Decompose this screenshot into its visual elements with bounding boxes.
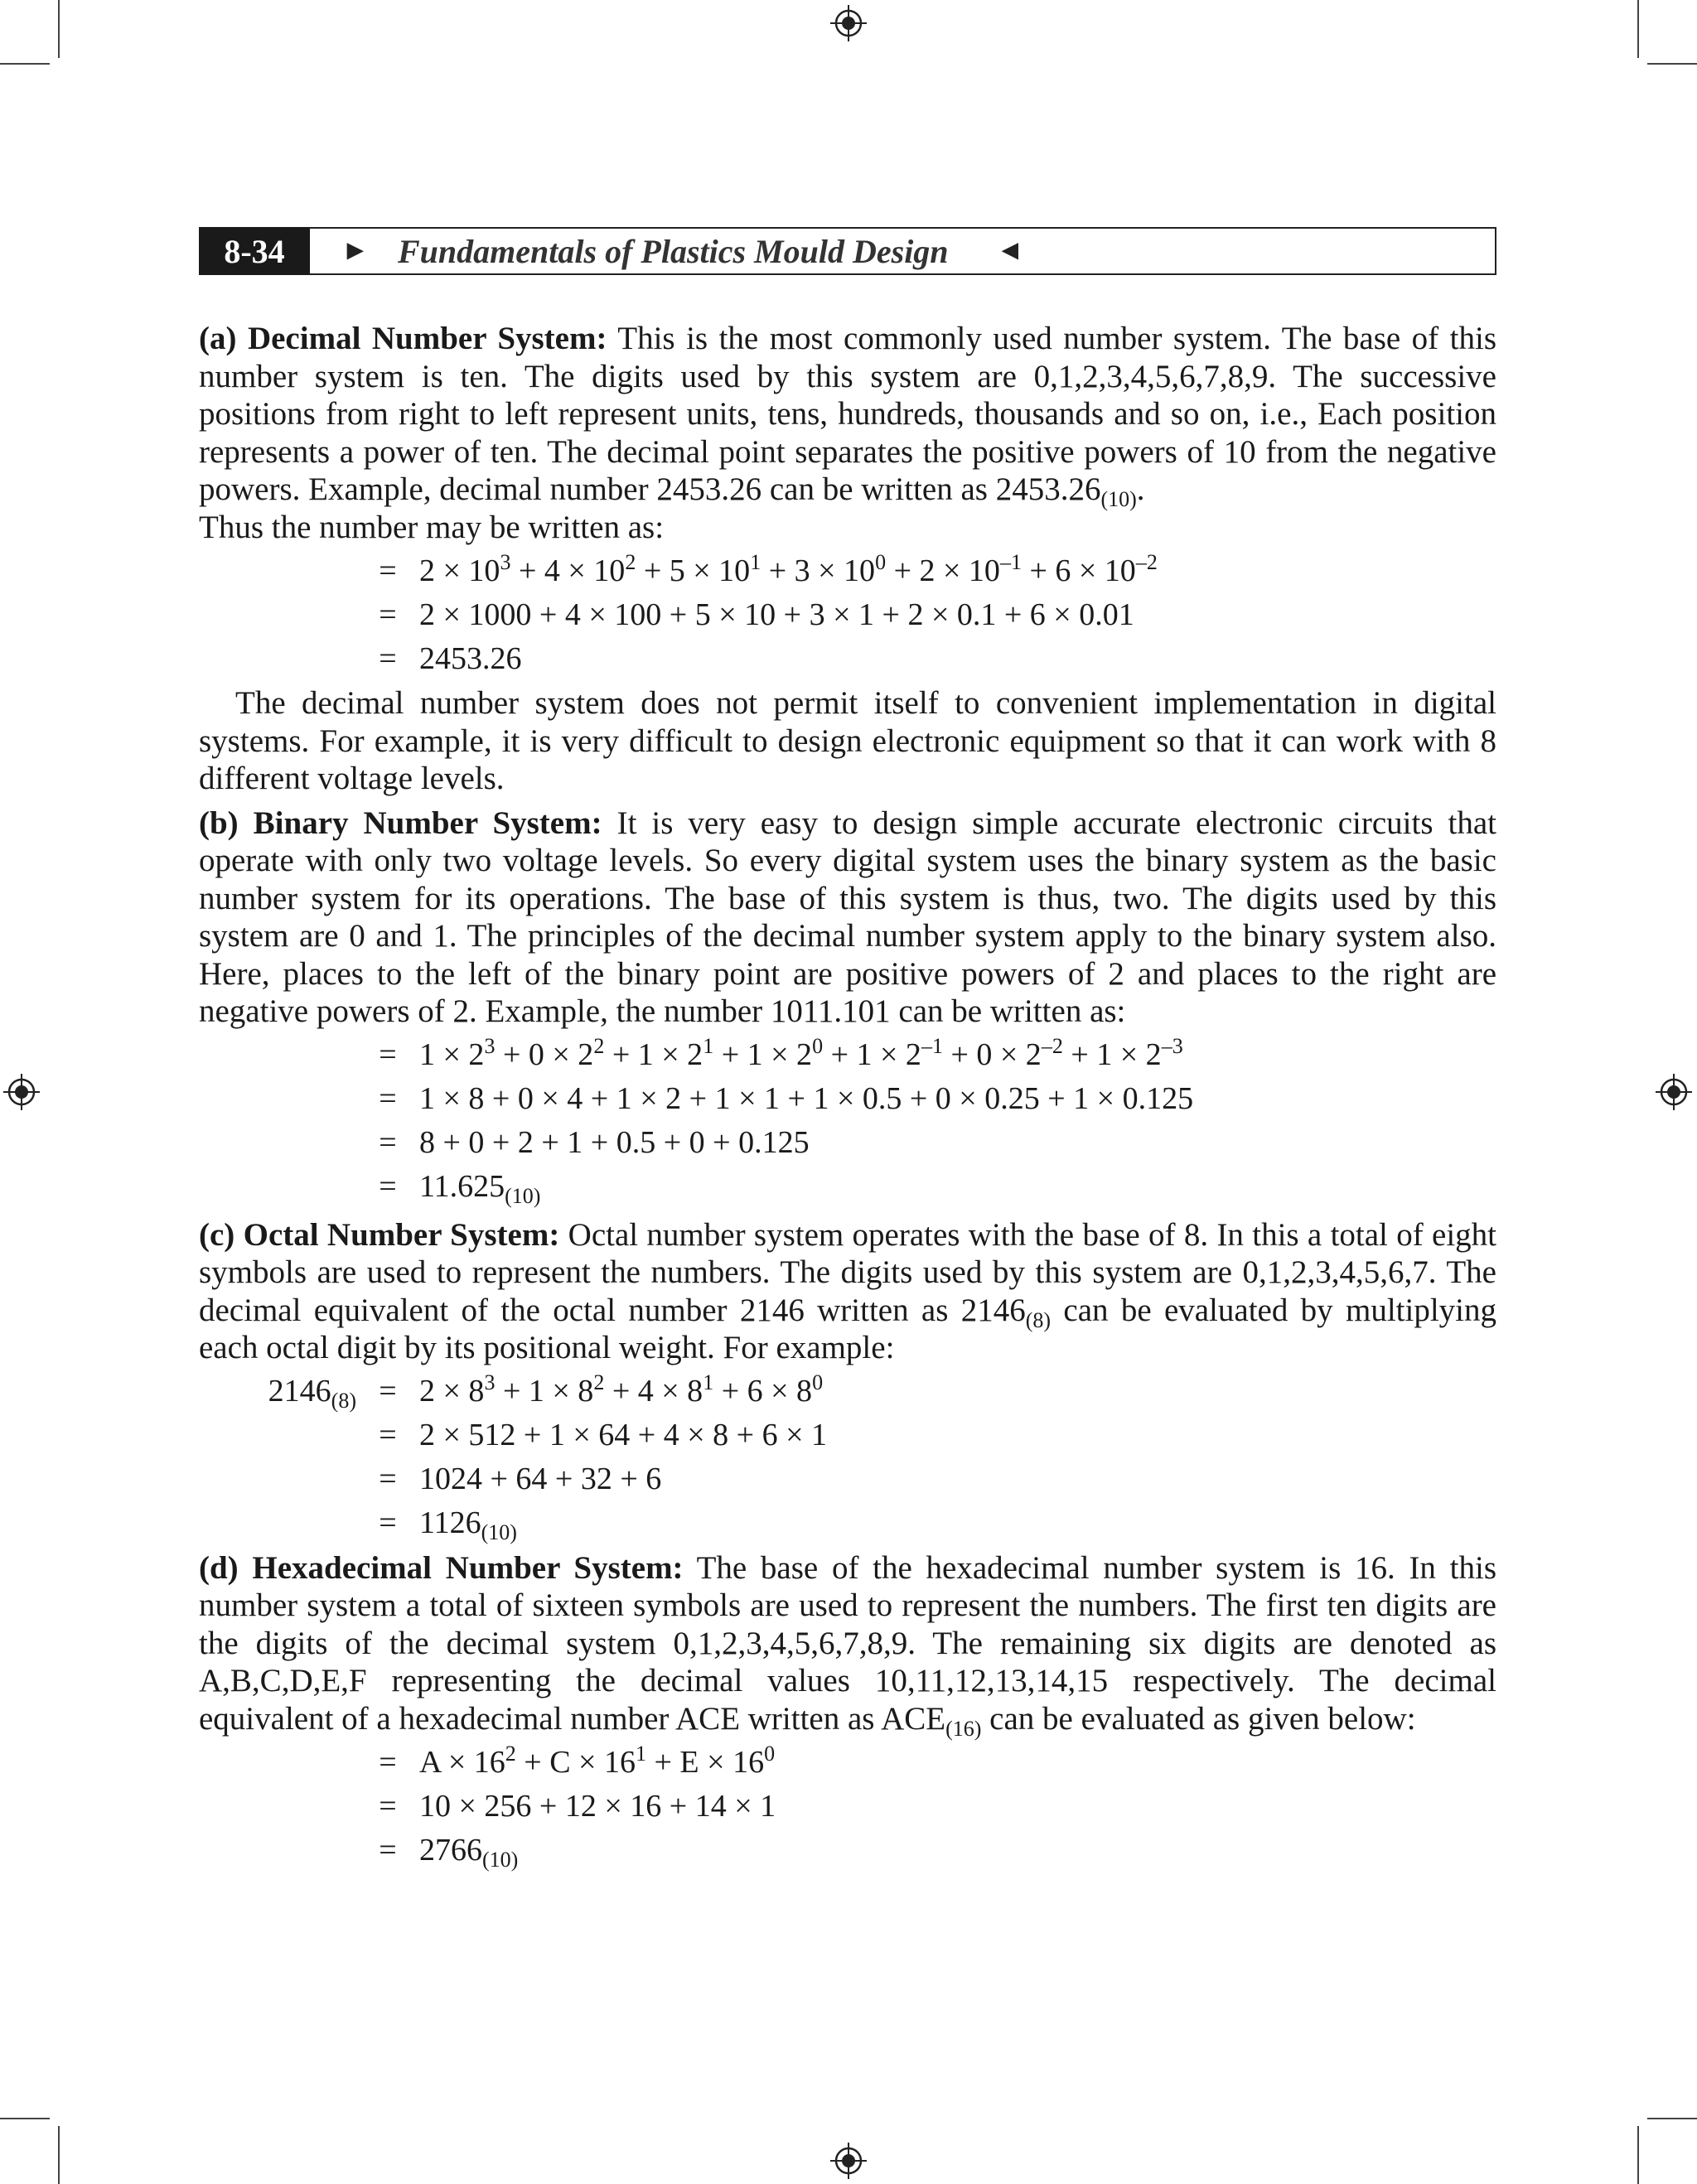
crop-mark xyxy=(1647,2118,1697,2119)
registration-mark-icon xyxy=(1656,1074,1692,1110)
octal-equation-block xyxy=(199,1370,1496,1546)
paragraph-text: can be evaluated by multiplying each octal digit by its positional weight. For example: xyxy=(199,1292,1496,1365)
octal-section-paragraph xyxy=(199,1216,1496,1367)
equation-line xyxy=(199,1122,1496,1166)
equals-sign: = xyxy=(379,1832,397,1868)
subscript: (16) xyxy=(945,1716,982,1741)
equals-sign: = xyxy=(379,1462,397,1497)
crop-mark xyxy=(58,0,60,58)
section-heading: (c) Octal Number System: xyxy=(199,1216,560,1253)
crop-mark xyxy=(1637,2126,1639,2184)
registration-mark-icon xyxy=(830,2143,867,2179)
equation-line: $2146_{(8)}$ = $2 \times 8^3 + 1 \times 8^2 + 4 \times 8^1 + 6 \times 8^0$ xyxy=(268,1370,824,1413)
equals-sign: = xyxy=(379,1169,397,1205)
equation-rhs: 1126 xyxy=(419,1505,481,1541)
paragraph-text: . xyxy=(1136,471,1145,507)
registration-mark-icon xyxy=(830,5,867,41)
hexadecimal-equation-block xyxy=(199,1741,1496,1872)
paragraph: Thus the number may be written as: xyxy=(199,509,665,545)
equation-lhs: 2146 xyxy=(268,1374,331,1409)
crop-mark xyxy=(0,63,50,65)
equals-sign: = xyxy=(379,1744,397,1780)
page-body xyxy=(199,320,1496,1876)
equation-rhs: 8 + 0 + 2 + 1 + 0.5 + 0 + 0.125 xyxy=(419,1125,810,1161)
equation-line xyxy=(199,593,1496,637)
equation-line xyxy=(199,637,1496,681)
equation-rhs: 1 × 8 + 0 × 4 + 1 × 2 + 1 × 1 + 1 × 0.5 + 0 × 0.25 + 1 × 0.125 xyxy=(419,1081,1194,1117)
subscript: (10) xyxy=(481,1520,517,1545)
binary-equation-block xyxy=(199,1034,1496,1210)
equation-line xyxy=(199,1458,1496,1502)
equation-line: = $A \times 16^2 + C \times 16^1 + E \times 16^0$ xyxy=(199,1741,1496,1785)
equation-line: = $1 \times 2^3 + 0 \times 2^2 + 1 \times 2^1 + 1 \times 2^0 + 1 \times 2^{-1} + 0 \times 2^{-2} + 1 \times 2^{-3}$ xyxy=(199,1034,1496,1078)
equation-rhs: 2453.26 xyxy=(419,640,522,676)
crop-mark xyxy=(1647,63,1697,65)
equation-rhs: 1024 + 64 + 32 + 6 xyxy=(419,1462,662,1497)
paragraph-text: Octal number system operates with the base of 8. In this a total of eight symbols are used to represent the numbers. The digits used by this system are 0,1,2,3,4,5,6,7. The decimal equivalent of the octal number 2146 written as 2146 xyxy=(199,1216,1497,1328)
equals-sign: = xyxy=(379,640,397,676)
equals-sign: = xyxy=(379,1125,397,1161)
equals-sign: = xyxy=(379,1418,397,1453)
crop-mark xyxy=(1637,0,1639,58)
decimal-section-paragraph xyxy=(199,320,1496,509)
equation-line xyxy=(199,1166,1496,1210)
equals-sign: = xyxy=(379,597,397,632)
decimal-equation-block xyxy=(199,549,1496,681)
subscript: (8) xyxy=(331,1389,356,1413)
right-pointer-icon: ► xyxy=(341,235,370,266)
equation-line xyxy=(199,1829,1496,1872)
equation-line xyxy=(199,1502,1496,1546)
equation-rhs: 10 × 256 + 12 × 16 + 14 × 1 xyxy=(419,1788,776,1824)
equation-rhs: 2766 xyxy=(419,1832,482,1868)
paragraph-text: It is very easy to design simple accurate electronic circuits that operate with only two voltage levels. So every digital system uses the binary system as the basic number system for its operations. The base of this system is thus, two. The digits used by this system are 0 and 1. The principles of the decimal number system apply to the binary system also. Here, places to the left of the binary point are positive powers of 2 and places to the right are negative powers of 2. Example, the number 1011.101 can be written as: xyxy=(199,805,1496,1029)
subscript: (8) xyxy=(1025,1307,1052,1332)
equation-line xyxy=(199,1078,1496,1122)
subscript: (10) xyxy=(505,1184,541,1209)
equals-sign: = xyxy=(379,553,397,588)
equation-rhs: 2 × 512 + 1 × 64 + 4 × 8 + 6 × 1 xyxy=(419,1418,828,1453)
equals-sign: = xyxy=(379,1037,397,1073)
section-heading: (d) Hexadecimal Number System: xyxy=(199,1549,684,1586)
equation-line xyxy=(199,1785,1496,1829)
paragraph-text: can be evaluated as given below: xyxy=(981,1700,1416,1737)
book-title: Fundamentals of Plastics Mould Design xyxy=(398,233,949,270)
equation-rhs: 11.625 xyxy=(419,1169,505,1205)
subscript: (10) xyxy=(1100,487,1137,511)
paragraph-text: This is the most commonly used number system. The base of this number system is ten. The digits used by this system are 0,1,2,3,4,5,6,7,8,9. The successive positions from right to left represent units, tens, hundreds, thousands and so on, i.e., Each position represents a power of ten. The decimal point separates the positive powers of 10 from the negative powers. Example, decimal number 2453.26 can be written as 2453.26 xyxy=(199,321,1496,507)
registration-mark-icon xyxy=(3,1074,40,1110)
equals-sign: = xyxy=(379,1081,397,1117)
equals-sign: = xyxy=(379,1505,397,1541)
equals-sign: = xyxy=(379,1788,397,1824)
binary-section-paragraph xyxy=(199,805,1496,1031)
section-heading: (b) Binary Number System: xyxy=(199,805,602,841)
left-pointer-icon: ◄ xyxy=(996,235,1024,266)
section-heading: (a) Decimal Number System: xyxy=(199,321,607,356)
equals-sign: = xyxy=(379,1374,397,1409)
hexadecimal-section-paragraph xyxy=(199,1549,1497,1741)
subscript: (10) xyxy=(482,1847,519,1872)
equation-line xyxy=(199,1414,1496,1458)
equation-line: = $2 \times 10^3 + 4 \times 10^2 + 5 \times 10^1 + 3 \times 10^0 + 2 \times 10^{-1} + 6 \times 10^{-2}$ xyxy=(199,549,1496,593)
running-header xyxy=(199,227,1496,275)
crop-mark xyxy=(0,2118,50,2119)
paragraph: The decimal number system does not permit itself to convenient implementation in digital systems. For example, it is very difficult to design electronic equipment so that it can work with 8 different voltage levels. xyxy=(199,685,1496,796)
paragraph-text: The base of the hexadecimal number system is 16. In this number system a total of sixteen symbols are used to represent the numbers. The first ten digits are the digits of the decimal system 0,1,2,3,4,5,6,7,8,9. The remaining six digits are denoted as A,B,C,D,E,F representing the decimal values 10,11,12,13,14,15 respectively. The decimal equivalent of a hexadecimal number ACE written as ACE xyxy=(199,1549,1497,1737)
page-number: 8-34 xyxy=(199,227,310,275)
crop-mark xyxy=(58,2126,60,2184)
equation-rhs: 2 × 1000 + 4 × 100 + 5 × 10 + 3 × 1 + 2 × 0.1 + 6 × 0.01 xyxy=(419,597,1134,632)
